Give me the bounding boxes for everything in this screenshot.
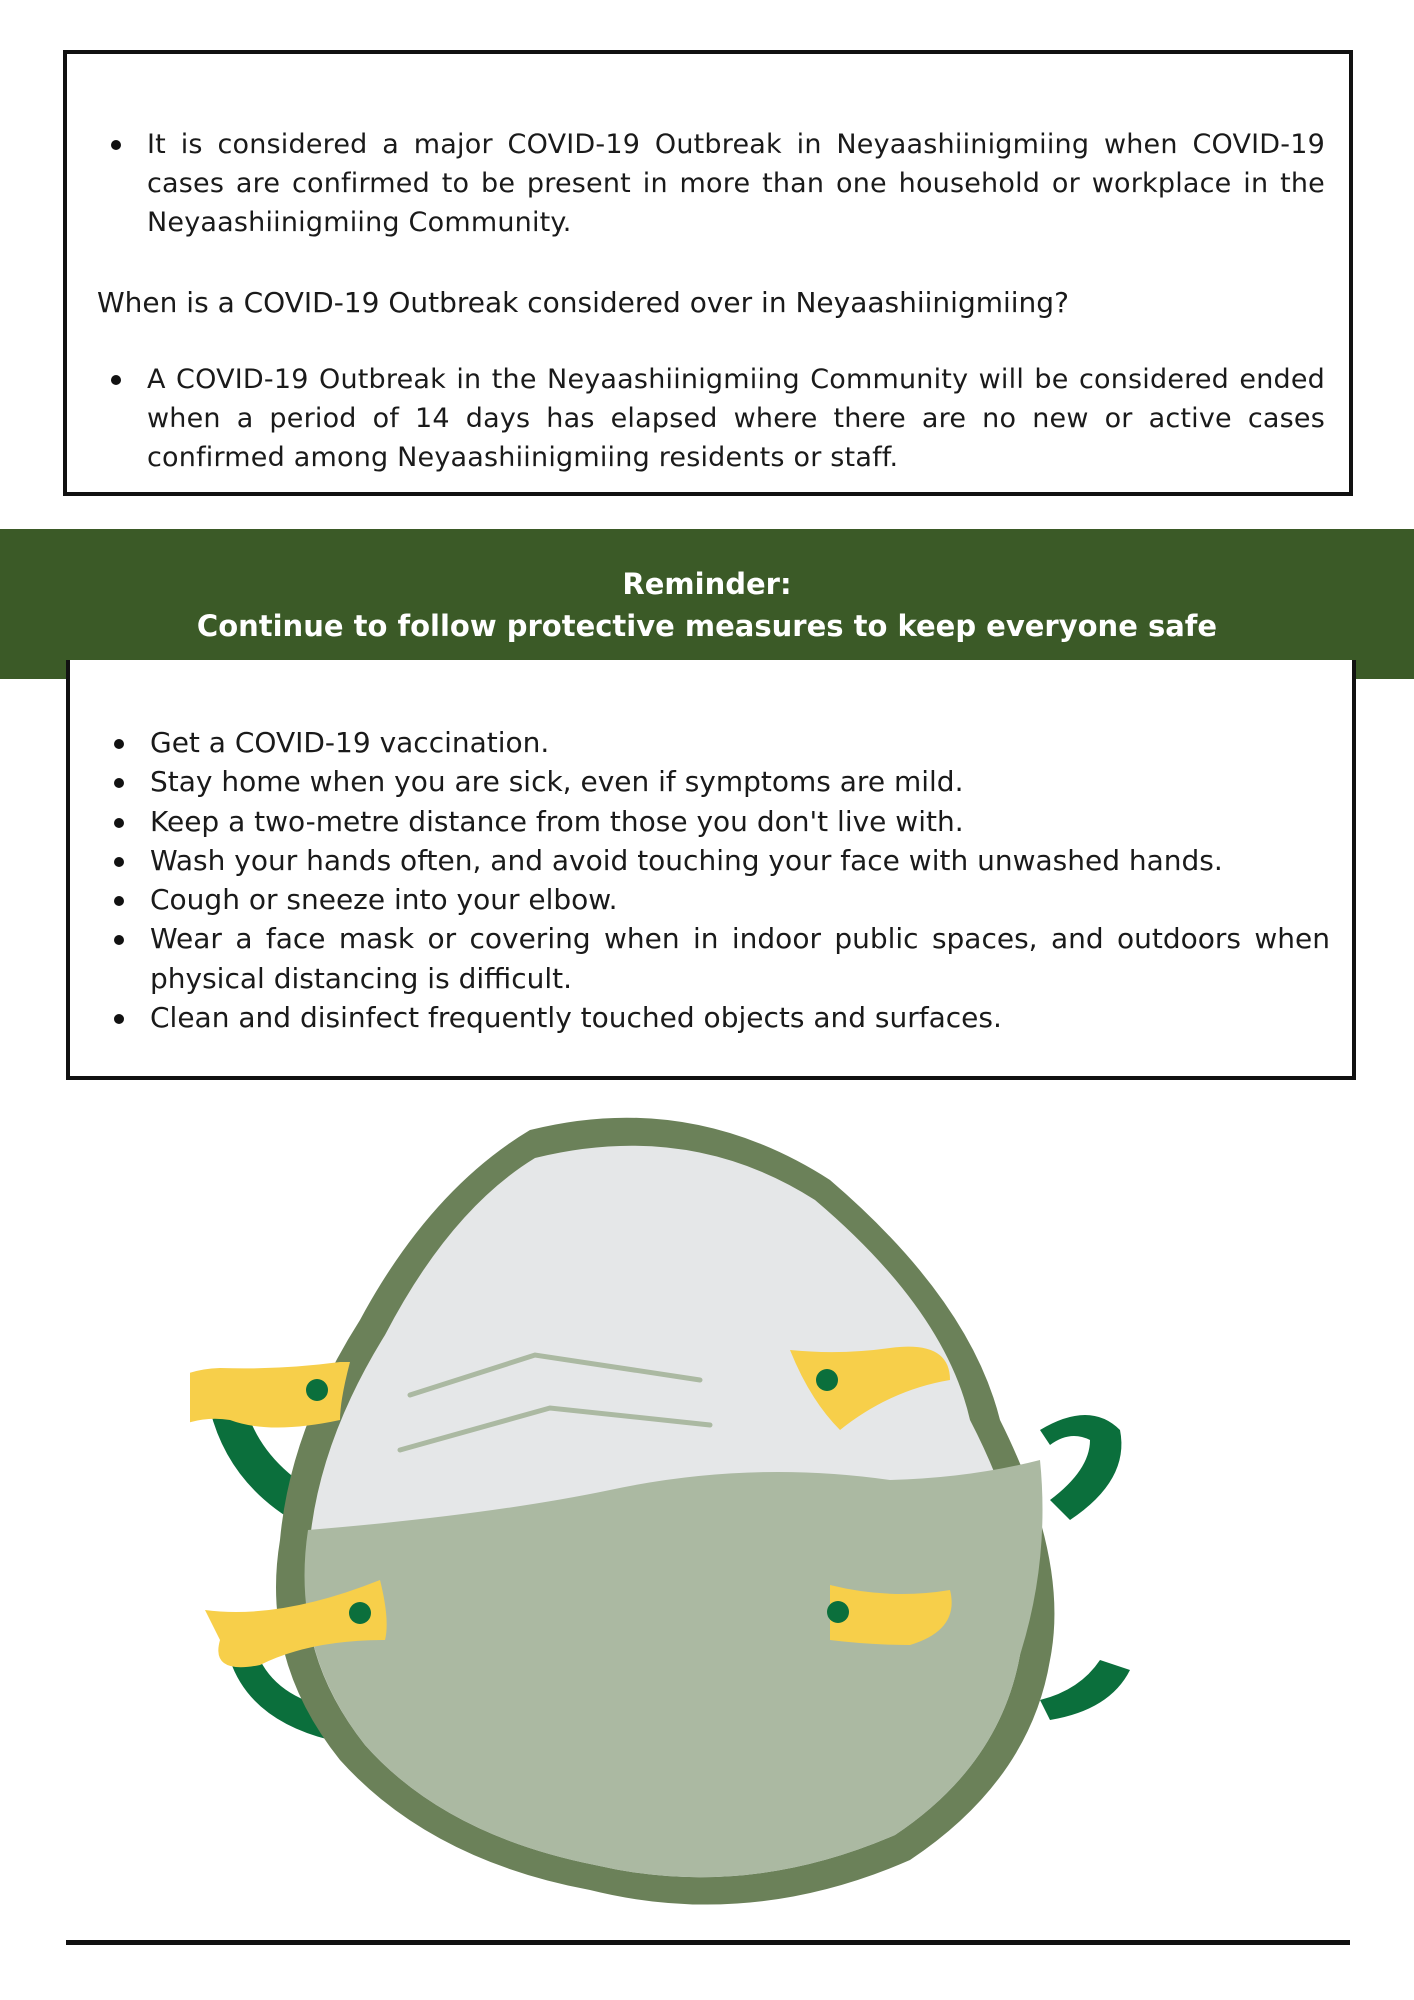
protective-measures-box [66,660,1356,1080]
reminder-banner [0,529,1414,679]
outbreak-definition-box [63,50,1353,496]
list-item: Wear a face mask or covering when in indoor public spaces, and outdoors when physical distancing is difficult. [150,919,1330,998]
face-mask-icon [190,1100,1230,1920]
bottom-divider [66,1940,1350,1945]
list-item: Keep a two-metre distance from those you don't live with. [150,802,1330,841]
list-item: It is considered a major COVID-19 Outbreak in Neyaashiinigmiing when COVID-19 cases are confirmed to be present in more than one household or workplace in the Neyaashiinigmiing Community. [147,125,1325,242]
outbreak-end-list [147,360,1325,477]
list-item: Clean and disinfect frequently touched objects and surfaces. [150,998,1330,1037]
outbreak-end-question: When is a COVID-19 Outbreak considered over in Neyaashiinigmiing? [97,286,1069,319]
list-item: Stay home when you are sick, even if symptoms are mild. [150,762,1330,801]
outbreak-start-list [147,125,1325,242]
list-item: Cough or sneeze into your elbow. [150,880,1330,919]
list-item: A COVID-19 Outbreak in the Neyaashiinigmiing Community will be considered ended when a period of 14 days has elapsed where there are no new or active cases confirmed among Neyaashiinigmiing residents or staff. [147,360,1325,477]
list-item: Wash your hands often, and avoid touching your face with unwashed hands. [150,841,1330,880]
banner-subtitle: Continue to follow protective measures to keep everyone safe [196,609,1218,643]
banner-title: Reminder: [622,567,792,601]
list-item: Get a COVID-19 vaccination. [150,723,1330,762]
measures-list [150,723,1330,1037]
